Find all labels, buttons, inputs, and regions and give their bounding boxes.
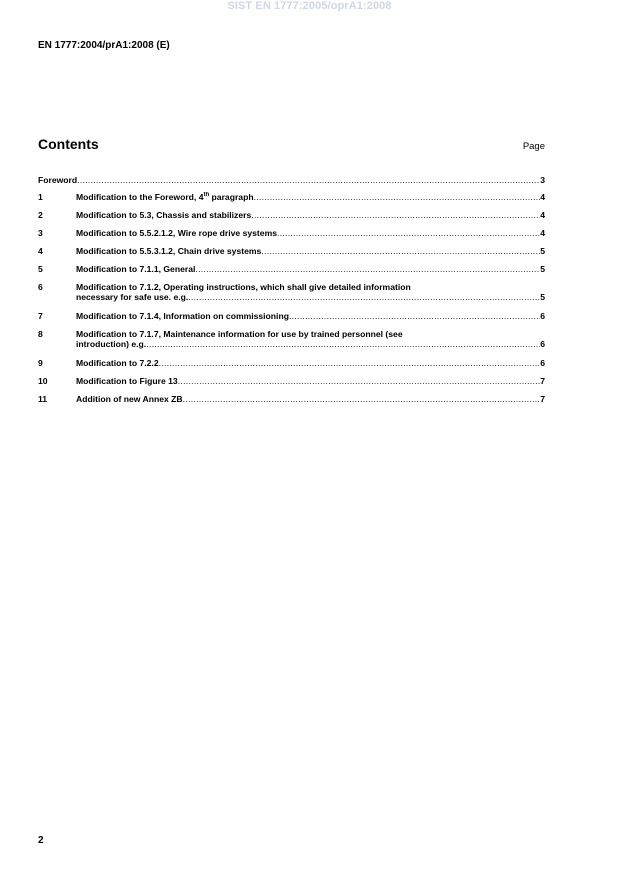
toc-entry-text: Foreword bbox=[38, 175, 78, 185]
watermark: SIST EN 1777:2005/oprA1:2008 bbox=[227, 0, 392, 12]
toc-entry-number: 11 bbox=[38, 394, 48, 404]
toc-entry-text-line1: Modification to 7.1.7, Maintenance information for use by trained personnel (see bbox=[76, 329, 403, 339]
dot-leader bbox=[251, 210, 540, 220]
toc-entry-page: 6 bbox=[540, 339, 545, 349]
toc-entry-number: 4 bbox=[38, 246, 43, 256]
toc-entry-number: 10 bbox=[38, 376, 48, 386]
toc-entry-4[interactable] bbox=[38, 246, 545, 264]
toc-entry-page: 4 bbox=[540, 210, 545, 220]
document-identifier: EN 1777:2004/prA1:2008 (E) bbox=[38, 40, 170, 51]
toc-entry-text: Modification to 7.1.4, Information on commissioning bbox=[76, 311, 289, 321]
dot-leader bbox=[77, 175, 540, 185]
toc-entry-page: 4 bbox=[540, 192, 545, 202]
toc-entry-10[interactable] bbox=[38, 376, 545, 394]
toc-entry-text: Addition of new Annex ZB bbox=[76, 394, 183, 404]
dot-leader bbox=[146, 339, 540, 349]
dot-leader bbox=[188, 292, 540, 302]
dot-leader bbox=[254, 192, 541, 202]
toc-entry-text-line2: necessary for safe use. e.g. bbox=[76, 292, 189, 302]
table-of-contents bbox=[38, 175, 545, 412]
page-column-label: Page bbox=[522, 141, 545, 152]
dot-leader bbox=[277, 228, 540, 238]
toc-entry-text: Modification to 5.3, Chassis and stabilizers bbox=[76, 210, 252, 220]
dot-leader bbox=[183, 394, 541, 404]
toc-entry-number: 1 bbox=[38, 192, 43, 202]
toc-entry-6[interactable] bbox=[38, 282, 545, 311]
toc-entry-3[interactable] bbox=[38, 228, 545, 246]
toc-entry-text-line1: Modification to 7.1.2, Operating instructions, which shall give detailed information bbox=[76, 282, 411, 292]
toc-entry-11[interactable] bbox=[38, 394, 545, 412]
toc-entry-page: 5 bbox=[540, 246, 545, 256]
toc-entry-text: Modification to 5.5.2.1.2, Wire rope drive systems bbox=[76, 228, 277, 238]
contents-heading: Contents bbox=[38, 136, 99, 152]
dot-leader bbox=[195, 264, 540, 274]
toc-entry-page: 6 bbox=[540, 311, 545, 321]
dot-leader bbox=[261, 246, 540, 256]
toc-entry-number: 5 bbox=[38, 264, 43, 274]
dot-leader bbox=[178, 376, 541, 386]
page-number: 2 bbox=[38, 835, 44, 846]
toc-entry-text: Modification to 5.5.3.1.2, Chain drive systems bbox=[76, 246, 262, 256]
toc-entry-text: Modification to 7.2.2 bbox=[76, 358, 159, 368]
toc-entry-9[interactable] bbox=[38, 358, 545, 376]
toc-entry-5[interactable] bbox=[38, 264, 545, 282]
toc-entry-text: Modification to the Foreword, 4th paragraph bbox=[76, 192, 254, 202]
toc-entry-text-line2: introduction) e.g. bbox=[76, 339, 147, 349]
toc-entry-number: 6 bbox=[38, 282, 43, 292]
toc-entry-2[interactable] bbox=[38, 210, 545, 228]
toc-entry-number: 2 bbox=[38, 210, 43, 220]
dot-leader bbox=[159, 358, 541, 368]
toc-entry-page: 7 bbox=[540, 394, 545, 404]
toc-entry-foreword[interactable] bbox=[38, 175, 545, 192]
toc-entry-1[interactable] bbox=[38, 192, 545, 210]
toc-entry-page: 5 bbox=[540, 264, 545, 274]
toc-entry-text: Modification to Figure 13 bbox=[76, 376, 178, 386]
dot-leader bbox=[289, 311, 540, 321]
toc-entry-page: 7 bbox=[540, 376, 545, 386]
toc-entry-page: 4 bbox=[540, 228, 545, 238]
toc-entry-8[interactable] bbox=[38, 329, 545, 358]
toc-entry-number: 9 bbox=[38, 358, 43, 368]
toc-entry-number: 7 bbox=[38, 311, 43, 321]
toc-entry-text: Modification to 7.1.1, General bbox=[76, 264, 196, 274]
toc-entry-page: 3 bbox=[540, 175, 545, 185]
toc-entry-number: 8 bbox=[38, 329, 43, 339]
toc-entry-7[interactable] bbox=[38, 311, 545, 329]
toc-entry-page: 6 bbox=[540, 358, 545, 368]
toc-entry-page: 5 bbox=[540, 292, 545, 302]
toc-entry-number: 3 bbox=[38, 228, 43, 238]
